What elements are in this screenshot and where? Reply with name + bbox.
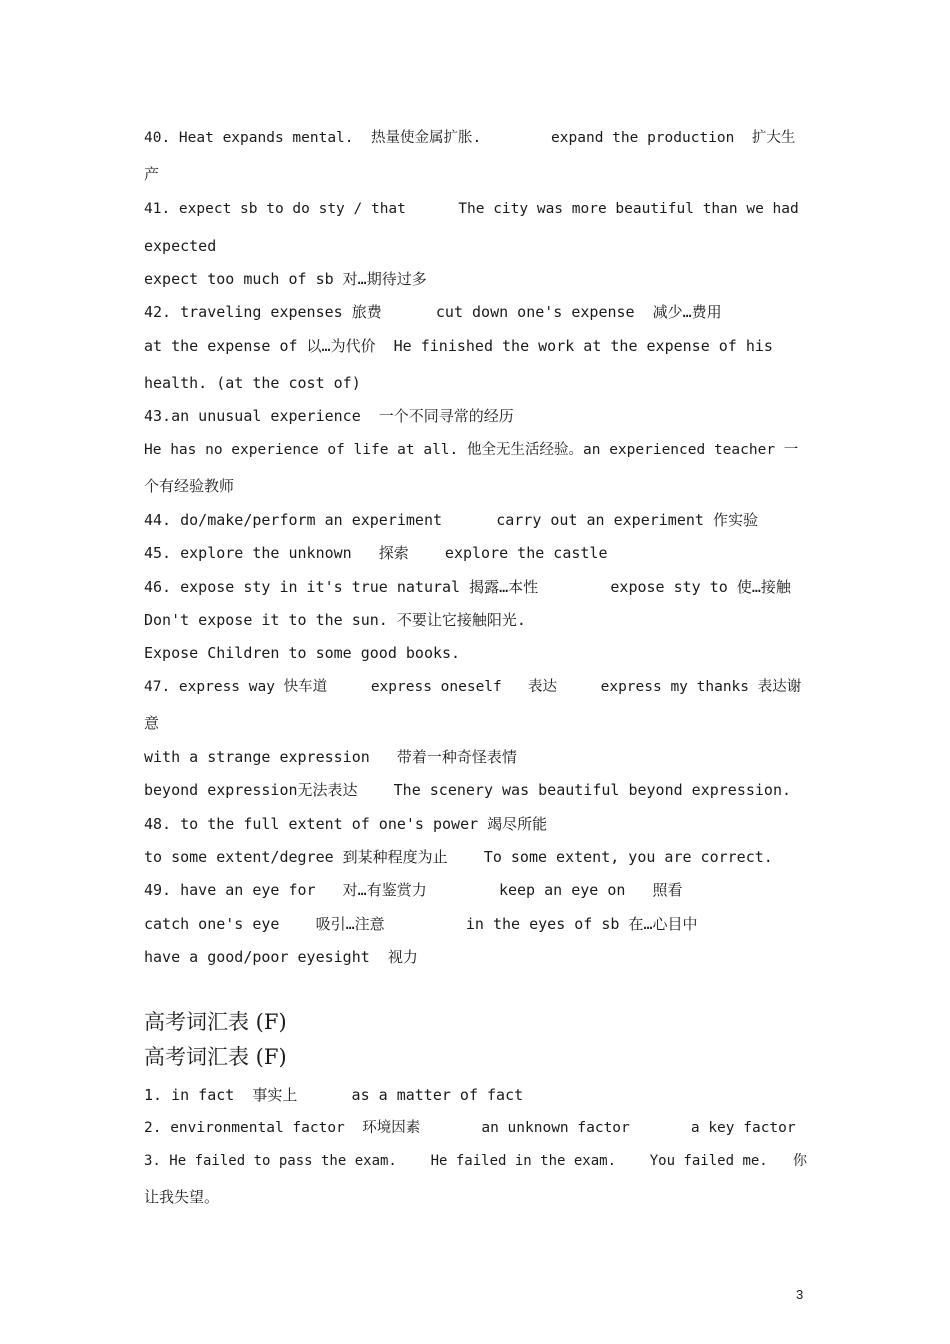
entry-44: 44. do/make/perform an experiment carry out an experiment 作实验	[144, 511, 758, 529]
entry-f2: 2. environmental factor 环境因素 an unknown factor a key factor	[144, 1120, 796, 1136]
entry-49-line-2: catch one's eye 吸引…注意 in the eyes of sb 在…心目中	[144, 915, 698, 933]
entry-40-line-1: 40. Heat expands mental. 热量使金属扩胀. expand the production 扩大生	[144, 130, 796, 146]
entry-46-line-1: 46. expose sty in it's true natural 揭露…本性 expose sty to 使…接触	[144, 578, 791, 596]
section-heading-repeat: 高考词汇表 (F)	[144, 1045, 287, 1069]
entry-49-line-3: have a good/poor eyesight 视力	[144, 948, 418, 966]
entry-43-line-2: He has no experience of life at all. 他全无生活经验。an experienced teacher 一	[144, 442, 799, 458]
entry-46-line-2: Don't expose it to the sun. 不要让它接触阳光.	[144, 611, 526, 629]
entry-43-line-1: 43.an unusual experience 一个不同寻常的经历	[144, 407, 514, 425]
entry-f3-line-1: 3. He failed to pass the exam. He failed in the exam. You failed me. 你	[144, 1153, 808, 1169]
entry-48-line-1: 48. to the full extent of one's power 竭尽所能	[144, 815, 548, 833]
entry-41-line-2: expected	[144, 237, 217, 255]
entry-45: 45. explore the unknown 探索 explore the castle	[144, 544, 608, 562]
entry-42-line-1: 42. traveling expenses 旅费 cut down one's expense 减少…费用	[144, 303, 722, 321]
entry-48-line-2: to some extent/degree 到某种程度为止 To some extent, you are correct.	[144, 848, 773, 866]
entry-49-line-1: 49. have an eye for 对…有鉴赏力 keep an eye on 照看	[144, 881, 683, 899]
entry-46-line-3: Expose Children to some good books.	[144, 644, 461, 662]
section-heading: 高考词汇表 (F)	[144, 1010, 287, 1034]
entry-f1: 1. in fact 事实上 as a matter of fact	[144, 1086, 524, 1104]
entry-47-line-4: beyond expression无法表达 The scenery was beautiful beyond expression.	[144, 781, 791, 799]
entry-42-line-2: at the expense of 以…为代价 He finished the work at the expense of his	[144, 337, 773, 355]
entry-47-line-3: with a strange expression 带着一种奇怪表情	[144, 748, 517, 766]
entry-47-line-2: 意	[144, 714, 160, 732]
entry-40-line-2: 产	[144, 165, 160, 183]
page-number: 3	[796, 1287, 804, 1302]
entry-42-line-3: health. (at the cost of)	[144, 374, 361, 392]
entry-41-line-1: 41. expect sb to do sty / that The city was more beautiful than we had	[144, 201, 799, 217]
entry-f3-line-2: 让我失望。	[144, 1188, 220, 1206]
entry-47-line-1: 47. express way 快车道 express oneself 表达 express my thanks 表达谢	[144, 679, 802, 695]
entry-43-line-3: 个有经验教师	[144, 477, 235, 495]
entry-41-line-3: expect too much of sb 对…期待过多	[144, 270, 427, 288]
